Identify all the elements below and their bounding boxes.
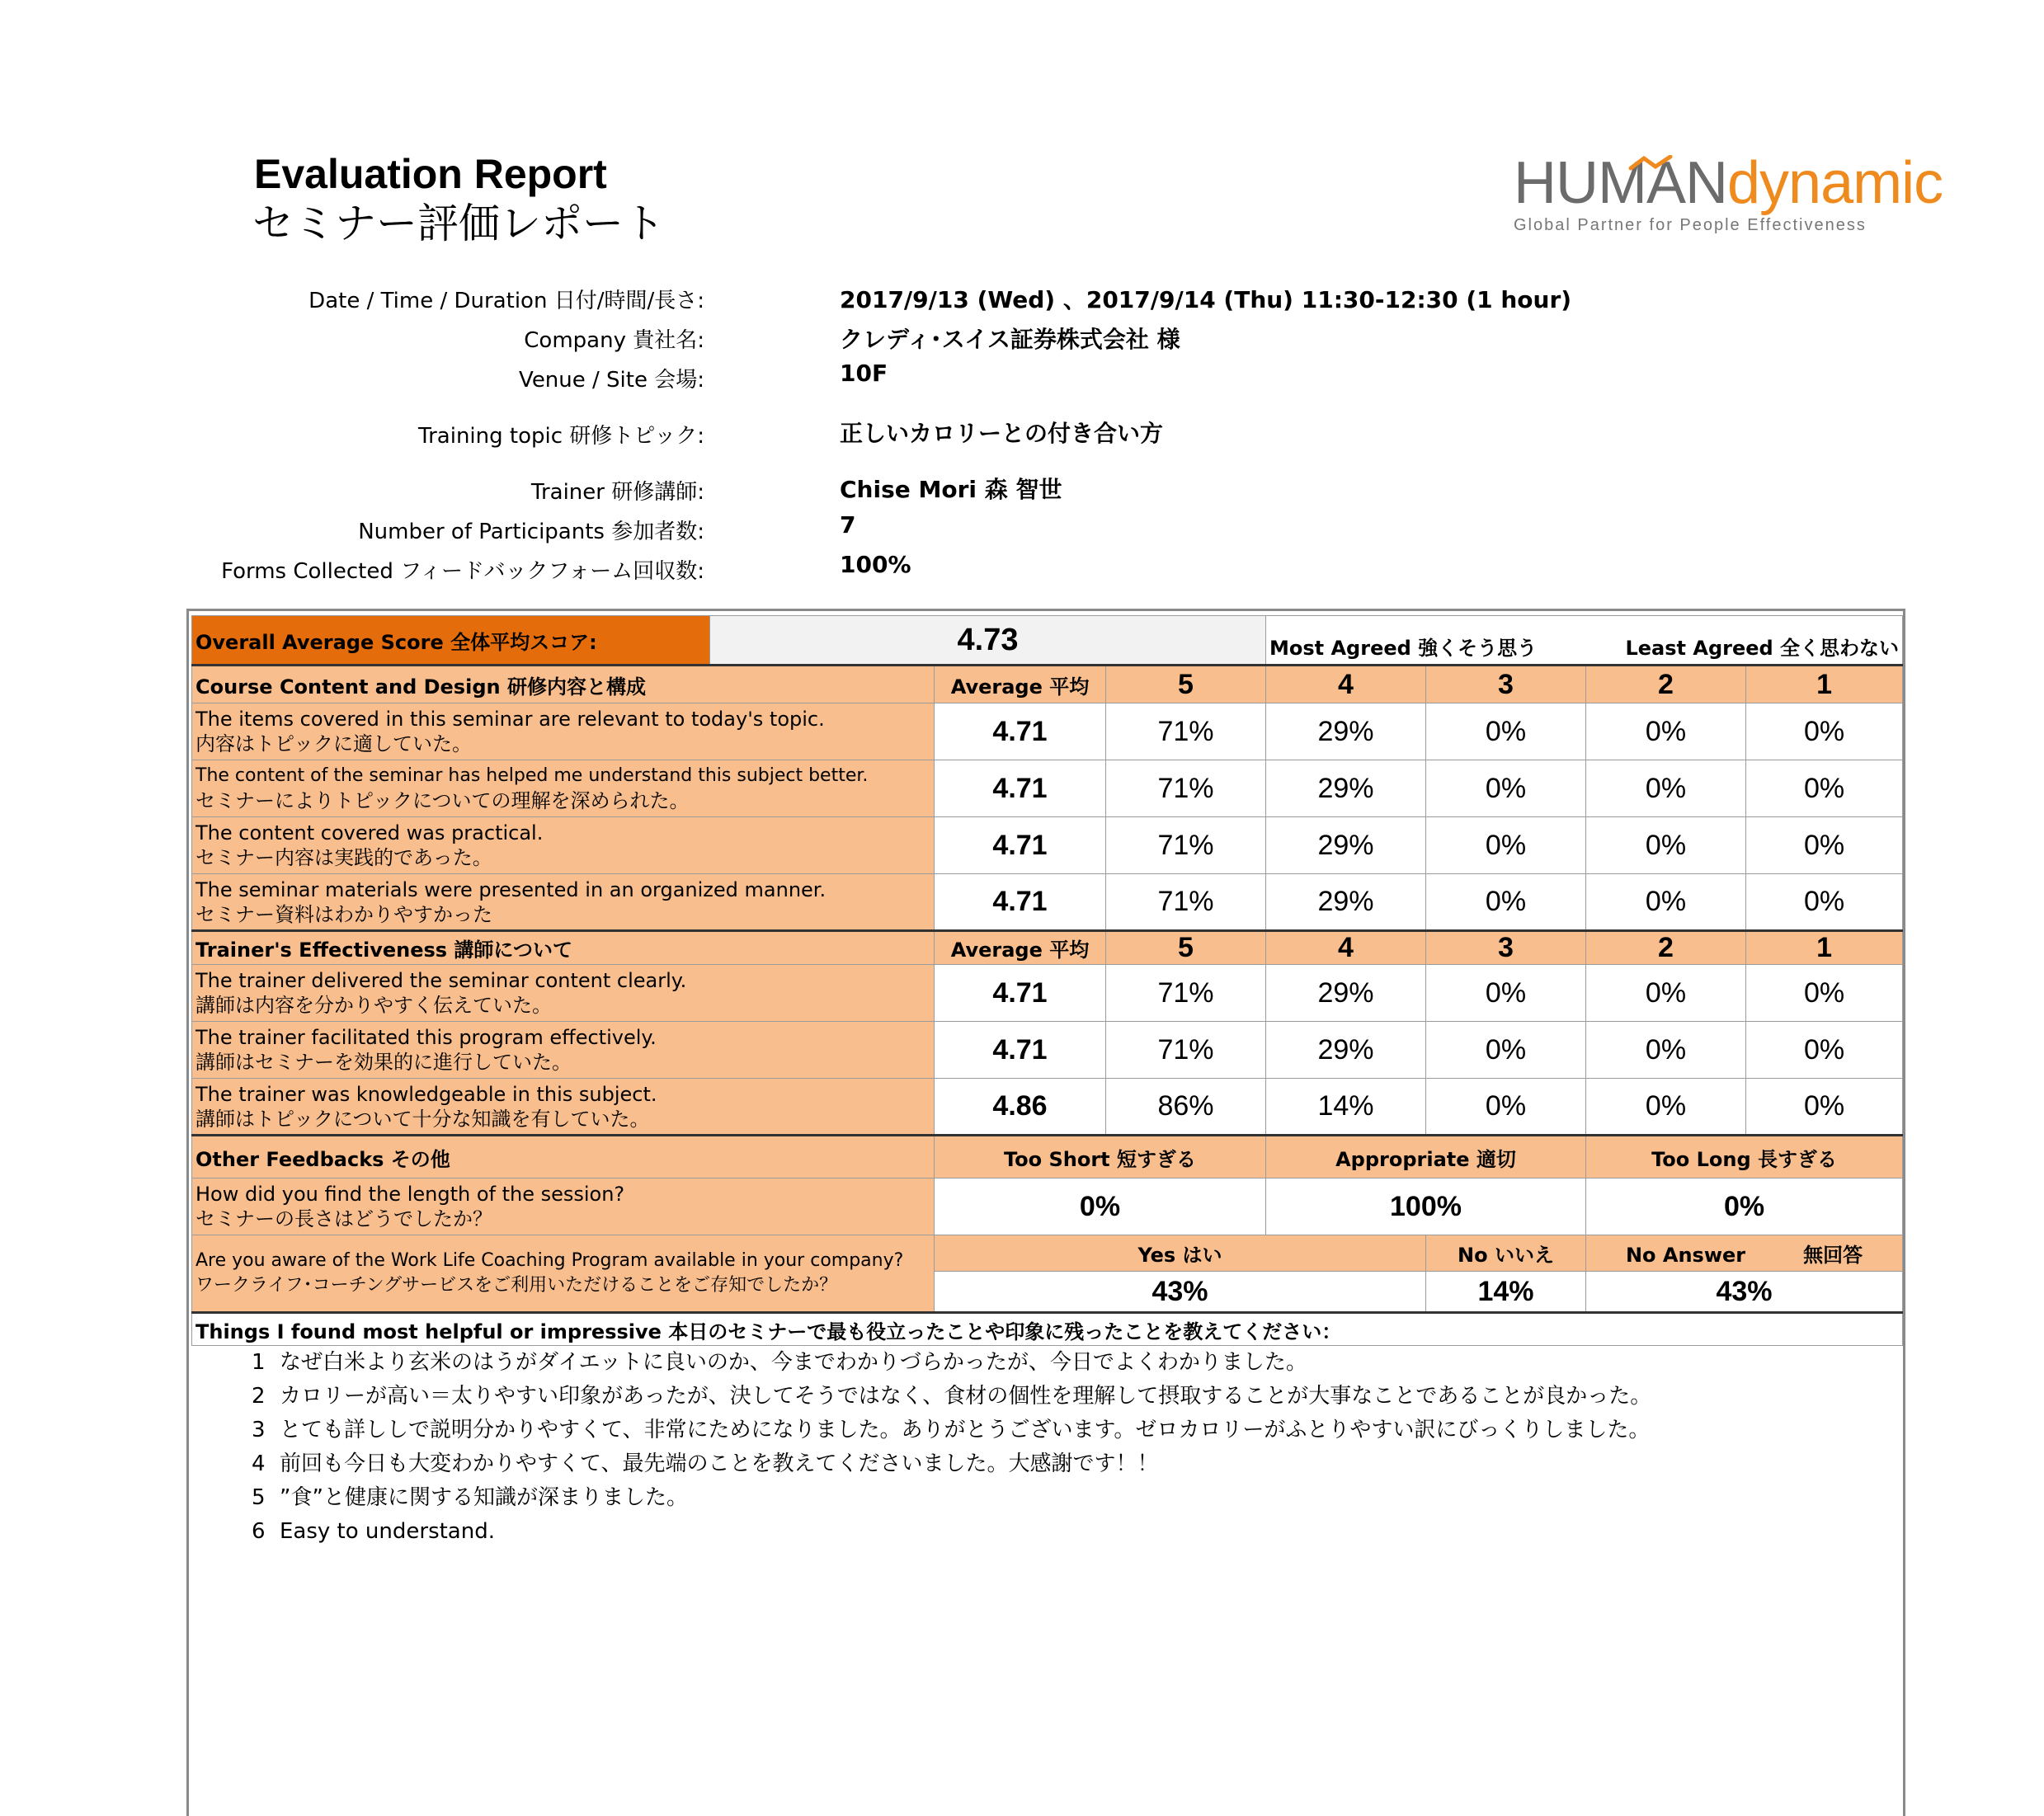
pct-2: 0% [1586, 760, 1746, 817]
least-agreed-label: Least Agreed 全く思わない [1625, 637, 1900, 660]
evaluation-table [191, 615, 1903, 1346]
course-header-row [192, 666, 1903, 703]
trainer-scale-1: 1 [1746, 931, 1903, 965]
appropriate-pct: 100% [1266, 1179, 1586, 1235]
question-ja: 内容はトピックに適していた。 [195, 732, 473, 755]
no-answer-label: No Answer [1625, 1244, 1746, 1267]
pct-1: 0% [1746, 1079, 1903, 1136]
logo-tagline: Global Partner for People Effectiveness [1514, 216, 1867, 234]
pct-4: 29% [1266, 1022, 1426, 1079]
trainer-value: Chise Mori 森 智世 [840, 476, 1062, 503]
pct-1: 0% [1746, 965, 1903, 1022]
venue-label: Venue / Site 会場: [519, 368, 704, 393]
pct-1: 0% [1746, 1022, 1903, 1079]
question-ja: セミナー資料はわかりやすかった [195, 902, 492, 926]
pct-2: 0% [1586, 965, 1746, 1022]
too-short-label: Too Short 短すぎる [935, 1136, 1266, 1179]
venue-value: 10F [840, 360, 888, 387]
list-item [252, 1414, 1651, 1447]
too-long-label: Too Long 長すぎる [1586, 1136, 1903, 1179]
too-short-pct: 0% [935, 1179, 1266, 1235]
aware-header-row [192, 1235, 1903, 1272]
question-en: The seminar materials were presented in an organized manner. [195, 877, 827, 901]
pct-3: 0% [1426, 874, 1586, 931]
report-subtitle: セミナー評価レポート [252, 200, 665, 247]
average-score: 4.71 [935, 760, 1106, 817]
date-label: Date / Time / Duration 日付/時間/長さ: [308, 289, 704, 313]
list-item [252, 1346, 1651, 1380]
course-avg-label: Average 平均 [935, 666, 1106, 703]
participants-value: 7 [840, 511, 856, 539]
table-row [192, 1022, 1903, 1079]
trainer-header-row [192, 931, 1903, 965]
question-en: The trainer delivered the seminar content clearly. [195, 969, 687, 992]
no-pct: 14% [1426, 1272, 1586, 1313]
pct-4: 14% [1266, 1079, 1426, 1136]
no-answer-ja-label: 無回答 [1803, 1244, 1863, 1267]
question-cell [192, 874, 935, 931]
trainer-label: Trainer 研修講師: [530, 480, 704, 505]
trainer-scale-4: 4 [1266, 931, 1426, 965]
pct-2: 0% [1586, 874, 1746, 931]
logo-wordmark [1514, 150, 1943, 216]
question-en: The trainer was knowledgeable in this subject. [195, 1082, 657, 1106]
trainer-avg-label: Average 平均 [935, 931, 1106, 965]
question-ja: 講師は内容を分かりやすく伝えていた。 [195, 994, 552, 1017]
comment-number: 3 [252, 1418, 266, 1442]
question-cell [192, 1179, 935, 1235]
course-heading: Course Content and Design 研修内容と構成 [192, 666, 935, 703]
pct-4: 29% [1266, 874, 1426, 931]
most-agreed-label: Most Agreed 強くそう思う [1269, 637, 1538, 660]
pct-3: 0% [1426, 760, 1586, 817]
course-scale-3: 3 [1426, 666, 1586, 703]
question-cell [192, 703, 935, 760]
logo-dynamic-text: dynamic [1727, 150, 1943, 216]
agree-scale-legend [1266, 616, 1903, 666]
course-scale-1: 1 [1746, 666, 1903, 703]
question-cell [192, 1022, 935, 1079]
pct-1: 0% [1746, 817, 1903, 874]
trainer-heading: Trainer's Effectiveness 講師について [192, 931, 935, 965]
question-cell [192, 817, 935, 874]
question-ja: 講師はトピックについて十分な知識を有していた。 [195, 1107, 650, 1131]
other-heading: Other Feedbacks その他 [192, 1136, 935, 1179]
pct-4: 29% [1266, 760, 1426, 817]
yes-label: Yes はい [935, 1235, 1426, 1272]
question-en: The items covered in this seminar are relevant to today's topic. [195, 708, 825, 731]
average-score: 4.71 [935, 965, 1106, 1022]
table-row [192, 703, 1903, 760]
no-answer-label-cell [1586, 1235, 1903, 1272]
average-score: 4.71 [935, 1022, 1106, 1079]
average-score: 4.86 [935, 1079, 1106, 1136]
length-row [192, 1179, 1903, 1235]
trainer-scale-2: 2 [1586, 931, 1746, 965]
pct-3: 0% [1426, 1079, 1586, 1136]
question-cell [192, 760, 935, 817]
comments-header-row [192, 1313, 1903, 1346]
pct-5: 71% [1106, 1022, 1266, 1079]
question-en: How did you find the length of the session? [195, 1183, 625, 1206]
logo-m-accent-icon [1627, 155, 1677, 172]
question-cell [192, 1079, 935, 1136]
comment-number: 2 [252, 1384, 266, 1409]
question-cell [192, 1235, 935, 1313]
comment-number: 5 [252, 1485, 266, 1510]
forms-label: Forms Collected フィードバックフォーム回収数: [221, 559, 704, 584]
forms-value: 100% [840, 551, 911, 578]
yes-pct: 43% [935, 1272, 1426, 1313]
comment-number: 6 [252, 1519, 266, 1544]
trainer-scale-5: 5 [1106, 931, 1266, 965]
question-ja: 講師はセミナーを効果的に進行していた。 [195, 1051, 572, 1074]
pct-2: 0% [1586, 1022, 1746, 1079]
appropriate-label: Appropriate 適切 [1266, 1136, 1586, 1179]
pct-2: 0% [1586, 817, 1746, 874]
question-ja: セミナー内容は実践的であった。 [195, 846, 492, 869]
comment-text: 前回も今日も大変わかりやすくて、最先端のことを教えてくださいました。大感謝です！！ [280, 1451, 1159, 1476]
pct-1: 0% [1746, 874, 1903, 931]
logo-human-text: HUMAN [1514, 150, 1727, 216]
comments-list [252, 1346, 1651, 1549]
comment-text: Easy to understand. [280, 1519, 495, 1544]
table-row [192, 965, 1903, 1022]
comment-number: 4 [252, 1451, 266, 1476]
course-scale-4: 4 [1266, 666, 1426, 703]
pct-5: 86% [1106, 1079, 1266, 1136]
overall-score: 4.73 [710, 616, 1266, 666]
other-header-row [192, 1136, 1903, 1179]
topic-label: Training topic 研修トピック: [418, 424, 704, 449]
average-score: 4.71 [935, 817, 1106, 874]
pct-3: 0% [1426, 817, 1586, 874]
comment-text: ”食”と健康に関する知識が深まりました。 [280, 1485, 688, 1510]
pct-4: 29% [1266, 703, 1426, 760]
no-answer-pct: 43% [1586, 1272, 1903, 1313]
no-label: No いいえ [1426, 1235, 1586, 1272]
pct-5: 71% [1106, 817, 1266, 874]
company-value: クレディ･スイス証券株式会社 様 [840, 326, 1180, 353]
topic-value: 正しいカロリーとの付き合い方 [840, 420, 1164, 447]
comments-heading: Things I found most helpful or impressive 本日のセミナーで最も役立ったことや印象に残ったことを教えてください： [192, 1313, 1903, 1346]
table-row [192, 1079, 1903, 1136]
pct-1: 0% [1746, 760, 1903, 817]
comment-text: カロリーが高い＝太りやすい印象があったが、決してそうではなく、食材の個性を理解して摂取することが大事なことであることが良かった。 [280, 1384, 1652, 1409]
course-scale-2: 2 [1586, 666, 1746, 703]
date-value: 2017/9/13 (Wed) 、2017/9/14 (Thu) 11:30-12:30 (1 hour) [840, 286, 1572, 313]
pct-5: 71% [1106, 965, 1266, 1022]
comment-number: 1 [252, 1350, 266, 1375]
table-row [192, 817, 1903, 874]
humandynamic-logo [1514, 150, 1943, 249]
course-scale-5: 5 [1106, 666, 1266, 703]
average-score: 4.71 [935, 874, 1106, 931]
average-score: 4.71 [935, 703, 1106, 760]
list-item [252, 1447, 1651, 1481]
trainer-scale-3: 3 [1426, 931, 1586, 965]
question-en: The content covered was practical. [195, 821, 544, 844]
overall-row [192, 616, 1903, 666]
question-en: Are you aware of the Work Life Coaching Program available in your company? [195, 1250, 904, 1271]
pct-5: 71% [1106, 874, 1266, 931]
pct-5: 71% [1106, 703, 1266, 760]
list-item [252, 1481, 1651, 1515]
table-row [192, 760, 1903, 817]
question-cell [192, 965, 935, 1022]
pct-4: 29% [1266, 965, 1426, 1022]
comment-text: なぜ白米より玄米のはうがダイエットに良いのか、今までわかりづらかったが、今日でよくわかりました。 [280, 1350, 1307, 1375]
participants-label: Number of Participants 参加者数: [358, 520, 704, 544]
pct-2: 0% [1586, 1079, 1746, 1136]
comment-text: とても詳ししで説明分かりやすくて、非常にためになりました。ありがとうございます。ゼロカロリーがふとりやすい訳にびっくりしました。 [280, 1418, 1651, 1442]
pct-3: 0% [1426, 965, 1586, 1022]
pct-3: 0% [1426, 1022, 1586, 1079]
pct-5: 71% [1106, 760, 1266, 817]
pct-4: 29% [1266, 817, 1426, 874]
pct-1: 0% [1746, 703, 1903, 760]
too-long-pct: 0% [1586, 1179, 1903, 1235]
list-item [252, 1515, 1651, 1549]
question-en: The content of the seminar has helped me understand this subject better. [195, 765, 869, 786]
question-ja: ワークライフ･コーチングサービスをご利用いただけることをご存知でしたか？ [195, 1275, 838, 1296]
table-row [192, 874, 1903, 931]
overall-label: Overall Average Score 全体平均スコア: [192, 616, 710, 666]
pct-2: 0% [1586, 703, 1746, 760]
question-ja: セミナーの長さはどうでしたか？ [195, 1207, 492, 1230]
question-ja: セミナーによりトピックについての理解を深められた。 [195, 789, 690, 812]
list-item [252, 1380, 1651, 1414]
pct-3: 0% [1426, 703, 1586, 760]
company-label: Company 貴社名: [524, 328, 704, 353]
question-en: The trainer facilitated this program effectively. [195, 1026, 657, 1049]
report-title: Evaluation Report [254, 151, 607, 197]
